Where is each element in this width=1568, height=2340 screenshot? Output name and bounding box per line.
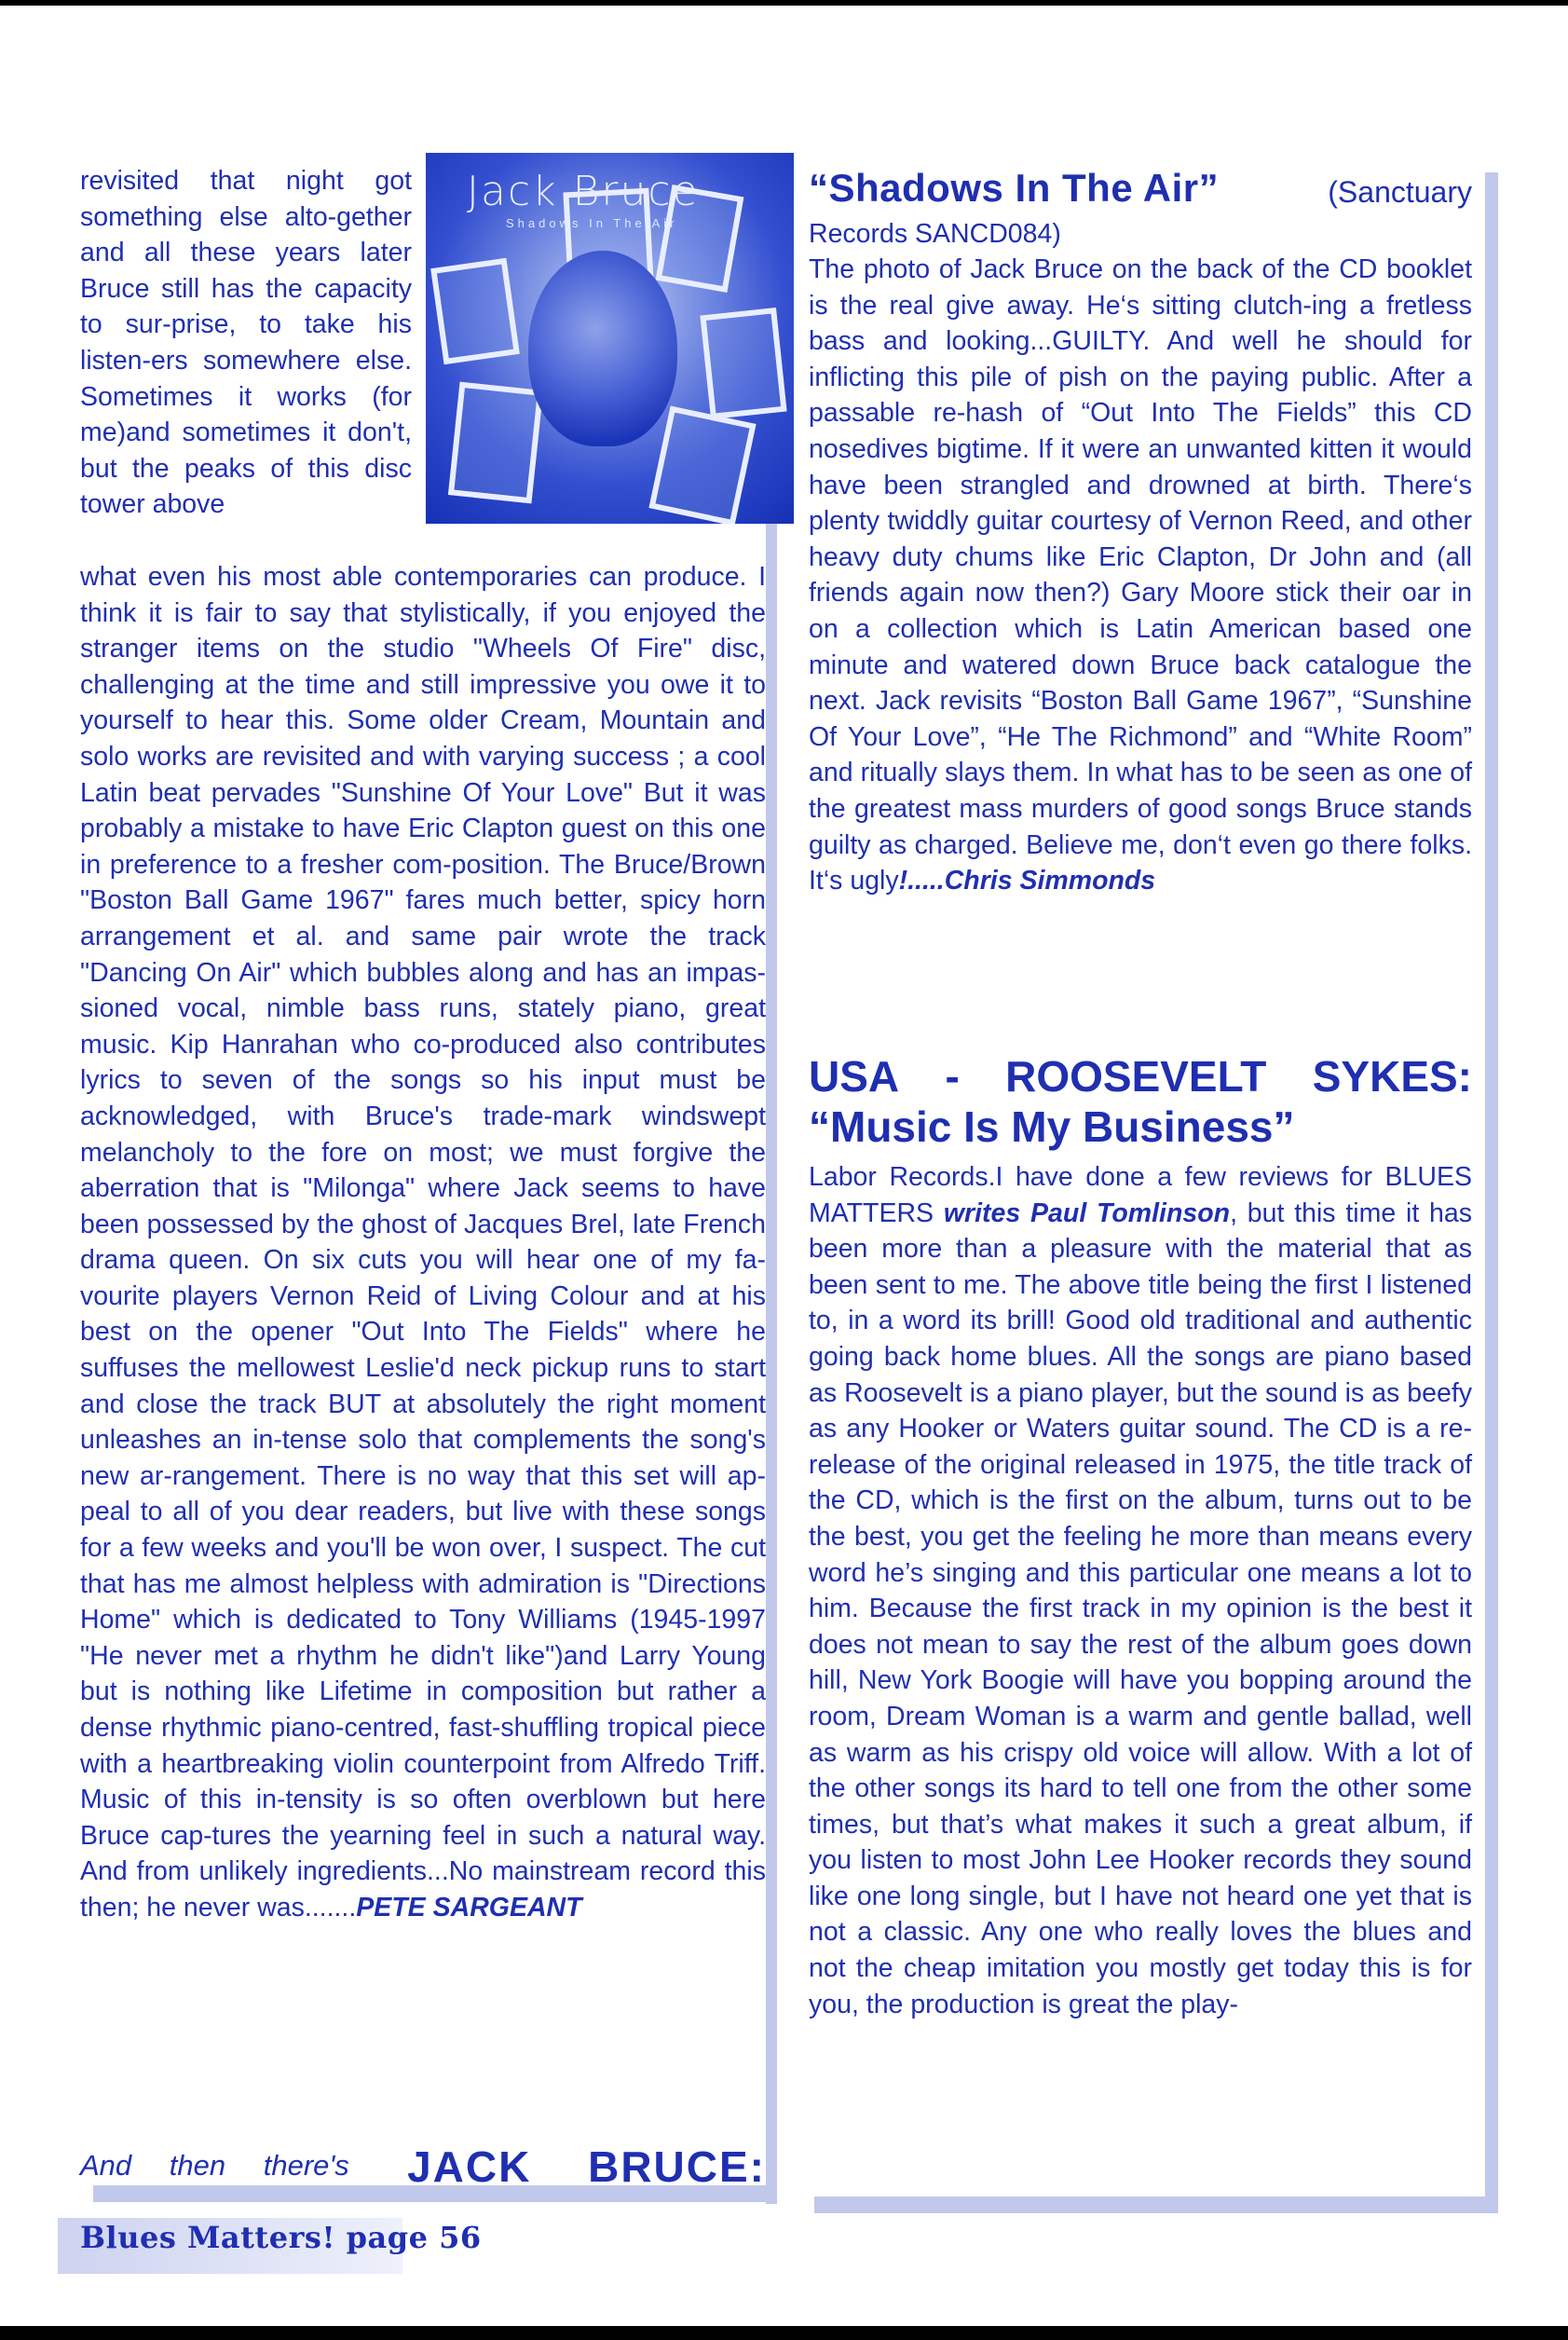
review-catalog: [809, 216, 1472, 253]
photo-frame: [448, 382, 543, 504]
photo-frame: [430, 258, 520, 364]
review-body-sykes: [809, 1159, 1472, 2022]
review-text: The photo of Jack Bruce on the back of the CD booklet is the real give away. He‘s sitting clutch-ing a fretless bass and looking...GUILTY. And well he should for inflicting this pile of pish on the paying public. After a passable re-hash of “Out Into The Fields” this CD nosedives bigtime. If it were an unwanted kitten it would have been strangled and drowned at birth. There‘s plenty twiddly guitar courtesy of Vernon Reed, and other heavy duty chums like Eric Clapton, Dr John and (all friends again now then?) Gary Moore stick their oar in on a collection which is Latin American based one minute and watered down Bruce back catalogue the next. Jack revisits “Boston Ball Game 1967”, “Sunshine Of Your Love”, “He The Richmond” and “White Room” and ritually slays them. In what has to be seen as one of the greatest mass murders of good songs Bruce stands guilty as charged. Believe me, don‘t even go there folks. It‘s ugly: [809, 254, 1472, 896]
review-text-start: Labor Records.I have done a few reviews for BLUES MATTERS: [809, 1162, 1472, 1228]
left-column-shadow: [766, 447, 777, 2204]
heading-artist-2: SYKES:: [1312, 1052, 1472, 1101]
left-review-signoff: PETE SARGEANT: [356, 1892, 582, 1923]
left-review-intro: revisited that night got something else alto-gether and all these years later Bruce still has the capacity to sur-prise, to take his listen-ers somewhere else. Sometimes it works (for me)and sometimes it don't, but the peaks of this disc tower above: [80, 166, 412, 520]
page-footer: Blues Matters! page 56: [80, 2220, 482, 2255]
review-body-shadows: [809, 252, 1472, 899]
next-review-teaser: [80, 2142, 766, 2191]
cover-title: Jack Bruce: [467, 168, 700, 215]
review-signoff: !.....Chris Simmonds: [898, 866, 1156, 896]
left-review-body: [80, 559, 766, 1926]
bottom-border: [0, 2326, 1568, 2340]
album-title: “Shadows In The Air”: [809, 166, 1220, 210]
review-text-rest: , but this time it has been more than a pleasure with the material that as been sent to me. The above title being the first I listened to, in a word its brill! Good old traditional and authentic going back home blues. All the songs are piano based as Roosevelt is a piano player, but the sound is as beefy as any Hooker or Waters guitar sound. The CD is a re-release of the original released in 1975, the title track of the CD, which is the first on the album, turns out to be the best, you get the feeling he more than means every word he’s singing and this particular one means a lot to him. Because the first track in my opinion is the best it does not mean to say the rest of the album goes down hill, New York Boogie will have you bopping around the room, Dream Woman is a warm and gentle ballad, well as warm as his crispy old voice will allow. With a lot of the other songs its hard to tell one from the other some times, but that’s what makes it such a great album, if you listen to most John Lee Hooker records they sound like one long single, but I have not heard one yet that is not a classic. Any one who really loves the blues and not the cheap imitation you mostly get today this is for you, the production is great the play-: [809, 1197, 1472, 2019]
heading-album: “Music Is My Business”: [809, 1102, 1295, 1151]
record-label: (Sanctuary: [1328, 175, 1472, 209]
heading-artist: ROOSEVELT: [1005, 1052, 1267, 1101]
left-review-text: what even his most able contemporaries can produce. I think it is fair to say that stylistically, if you enjoyed the stranger items on the studio "Wheels Of Fire" disc, challenging at the time and still impressive you owe it to yourself to hear this. Some older Cream, Mountain and solo works are revisited and with varying success ; a cool Latin beat pervades "Sunshine Of Your Love" But it was probably a mistake to have Eric Clapton guest on this one in preference to a fresher com-position. The Bruce/Brown "Boston Ball Game 1967" fares much better, spicy horn arrangement et al. and same pair wrote the track "Dancing On Air" which bubbles along and has an impas-sioned vocal, nimble bass runs, stately piano, great music. Kip Hanrahan who co-produced also contributes lyrics to seven of the songs so his input must be acknowledged, with Bruce's trade-mark windswept melancholy to the fore on most; we must forgive the aberration that is "Milonga" where Jack seems to have been possessed by the ghost of Jacques Brel, late French drama queen. On six cuts you will hear one of my fa-vourite players Vernon Reid of Living Colour and at his best on the opener "Out Into The Fields" where he suffuses the mellowest Leslie'd neck pickup runs to start and close the track BUT at absolutely the right moment unleashes an in-tense solo that complements the song's new ar-rangement. There is no way that this set will ap-peal to all of you dear readers, but live with these songs for a few weeks and you'll be won over, I suspect. The cut that has me almost helpless with admiration is "Directions Home" which is dedicated to Tony Williams (1945-1997 "He never met a rhythm he didn't like")and Larry Young but is nothing like Lifetime in composition but rather a dense rhythmic piano-centred, fast-shuffling tropical piece with a heartbreaking violin counterpoint from Alfredo Triff. Music of this in-tensity is so often overblown but here Bruce cap-tures the yearning feel in such a natural way. And from unlikely ingredients...No mainstream record this then; he never was.......: [80, 562, 766, 1923]
portrait: [528, 251, 677, 446]
review-heading-shadows: [809, 166, 1472, 211]
teaser-name: JACK BRUCE:: [407, 2142, 766, 2191]
right-column-shadow-bottom: [814, 2196, 1498, 2213]
album-cover-image: [426, 153, 794, 524]
review-byline: writes Paul Tomlinson: [943, 1197, 1231, 1228]
top-border: [0, 0, 1568, 6]
photo-frame: [700, 308, 786, 419]
right-column-shadow: [1485, 172, 1498, 2213]
heading-dash: -: [945, 1052, 960, 1101]
catalog-number: Records SANCD084): [809, 219, 1061, 249]
cover-subtitle: Shadows In The Air: [506, 216, 678, 230]
photo-frame: [648, 405, 756, 524]
review-heading-sykes: [809, 1051, 1472, 1152]
teaser-intro: And then there's: [80, 2149, 349, 2182]
heading-country: USA: [809, 1052, 900, 1101]
